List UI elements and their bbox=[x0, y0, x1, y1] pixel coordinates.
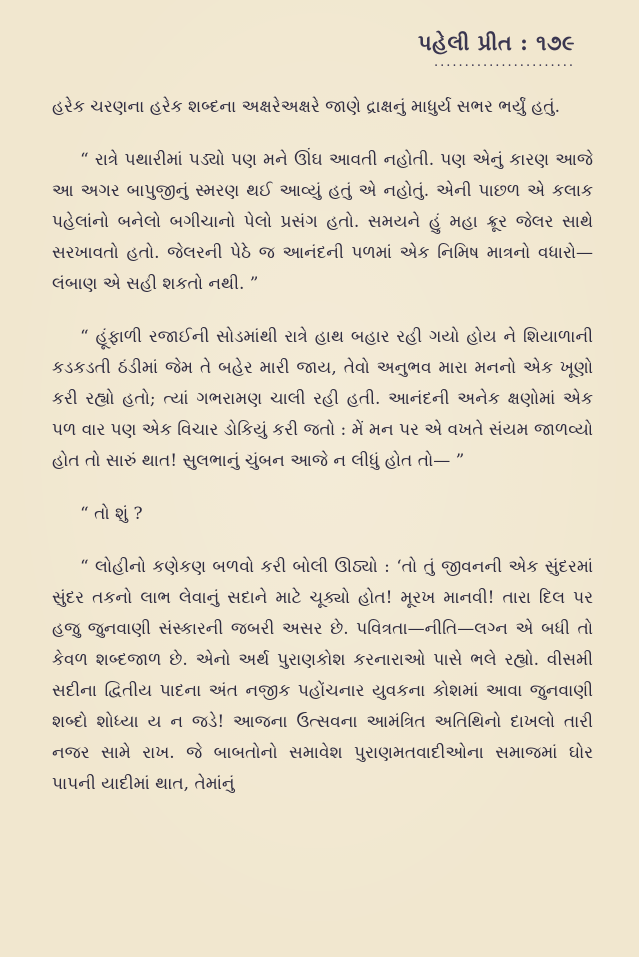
paragraph-3: “ હૂંફાળી રજાઈની સોડમાંથી રાત્રે હાથ બહાર રહી ગયો હોય ને શિયાળાની કડકડતી ઠંડીમાં જેમ તે બહેર મારી જાય, તેવો અનુભવ મારા મનનો એક ખૂણો કરી રહ્યો હતો; ત્યાં ગભરામણ ચાલી રહી હતી. આનંદની અનેક ક્ષણોમાં એક પળ વાર પણ એક વિચાર ડોકિયું કરી જતો : મેં મન પર એ વખતે સંયમ જાળવ્યો હોત તો સારું થાત! સુલભાનું ચુંબન આજે ન લીધું હોત તો— ” bbox=[52, 327, 593, 471]
paragraph-5: “ લોહીનો કણેકણ બળવો કરી બોલી ઊઠ્યો : ‘તો તું જીવનની એક સુંદરમાં સુંદર તકનો લાભ લેવાનું સદાને માટે ચૂક્યો હોત! મૂરખ માનવી! તારા દિલ પર હજુ જુનવાણી સંસ્કારની જબરી અસર છે. પવિત્રતા—નીતિ—લગ્ન એ બધી તો કેવળ શબ્દજાળ છે. એનો અર્થ પુરાણકોશ કરનારાઓ પાસે ભલે રહ્યો. વીસમી સદીના દ્વિતીય પાદના અંત નજીક પહોંચનાર યુવકના કોશમાં આવા જુનવાણી શબ્દો શોધ્યા ય ન જડે! આજના ઉત્સવના આમંત્રિત અતિથિનો દાખલો તારી નજર સામે રાખ. જે બાબતોનો સમાવેશ પુરાણમતવાદીઓના સમાજમાં ઘોર પાપની યાદીમાં થાત, તેમાંનું bbox=[52, 557, 593, 794]
paragraph-1: હરેક ચરણના હરેક શબ્દના અક્ષરેઅક્ષરે જાણે દ્રાક્ષનું માધુર્ય સભર ભર્યું હતું. bbox=[52, 97, 560, 117]
header-dotted-rule: ....................... bbox=[433, 55, 575, 70]
page-body bbox=[52, 92, 593, 822]
page-header bbox=[418, 30, 575, 68]
paragraph-2: “ રાત્રે પથારીમાં પડ્યો પણ મને ઊંઘ આવતી નહોતી. પણ એનું કારણ આજે આ અગર બાપુજીનું સ્મરણ થઈ આવ્યું હતું એ નહોતું. એની પાછળ એ કલાક પહેલાંનો બનેલો બગીચાનો પેલો પ્રસંગ હતો. સમયને હું મહા ક્રૂર જેલર સાથે સરખાવતો હતો. જેલરની પેઠે જ આનંદની પળમાં એક નિમિષ માત્રનો વધારો—લંબાણ એ સહી શકતો નથી. ” bbox=[52, 150, 593, 294]
paragraph-4: “ તો શું ? bbox=[80, 504, 143, 524]
running-title: પહેલી પ્રીત : ૧૭૯ bbox=[417, 30, 575, 55]
